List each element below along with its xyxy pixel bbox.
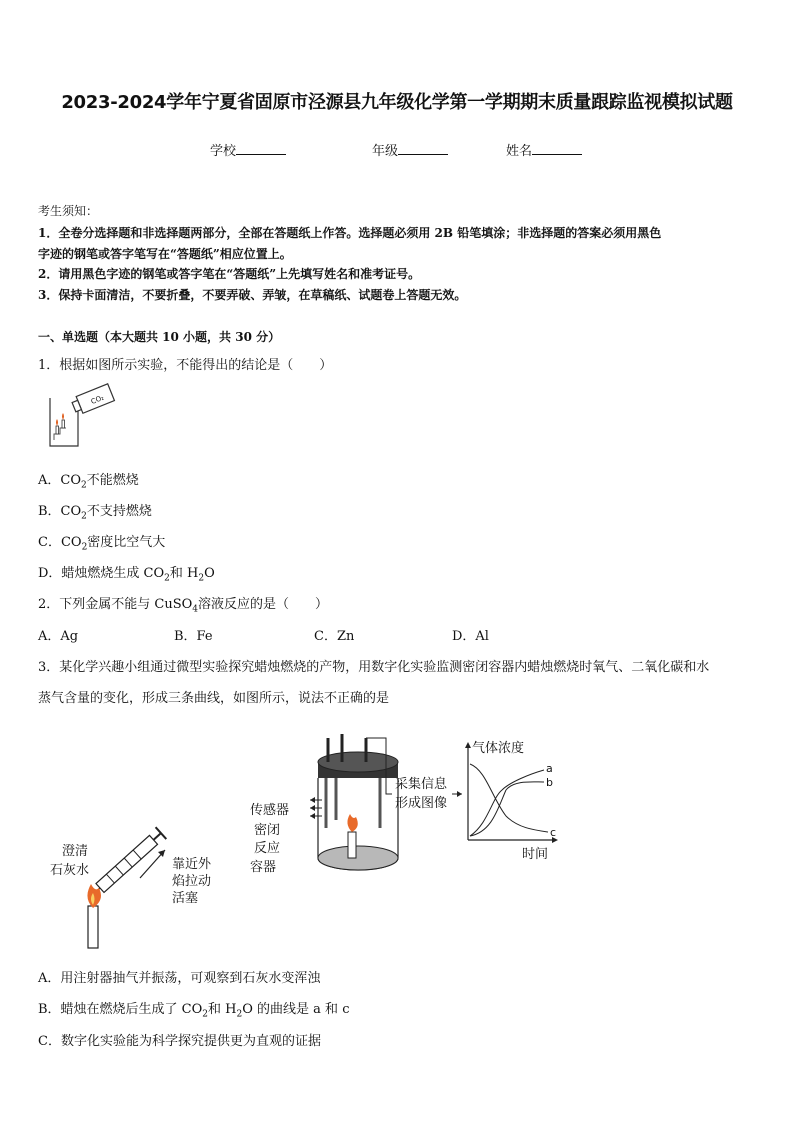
- school-label: 学校: [210, 144, 237, 159]
- option-text: 不支持燃烧: [86, 504, 152, 519]
- question-2-option-c[interactable]: C．Zn: [314, 629, 355, 644]
- option-text: C．CO: [38, 535, 82, 550]
- notice-item-1: 1．全卷分选择题和非选择题两部分，全部在答题纸上作答。选择题必须用 2B 铅笔填涂；非选择题的答案必须用黑色: [38, 226, 662, 240]
- question-1-option-c[interactable]: [38, 531, 165, 553]
- school-field[interactable]: [210, 140, 286, 159]
- candle-icon: [87, 884, 101, 948]
- subscript: 2: [202, 1009, 209, 1020]
- name-field[interactable]: [506, 140, 582, 159]
- notice-item-2: 2．请用黑色字迹的钢笔或答字笔在“答题纸”上先填写姓名和准考证号。: [38, 267, 421, 281]
- piston-label-3: 活塞: [172, 891, 199, 906]
- question-3-option-b[interactable]: [38, 998, 349, 1020]
- option-text: B．蜡烛在燃烧后生成了 CO: [38, 1002, 203, 1017]
- co2-pouring-figure: [44, 378, 124, 452]
- subscript: 2: [81, 511, 87, 522]
- question-1-option-b[interactable]: [38, 500, 152, 522]
- concentration-graph: [465, 740, 558, 862]
- sealed-label-1: 密闭: [254, 823, 281, 838]
- question-3-stem-line-2: 蒸气含量的变化，形成三条曲线，如图所示，说法不正确的是: [38, 691, 390, 706]
- option-text: 和 H: [169, 566, 199, 581]
- option-text: O: [204, 566, 215, 581]
- option-text: A．CO: [38, 473, 81, 488]
- option-text: 密度比空气大: [87, 535, 166, 550]
- question-1-stem: 1．根据如图所示实验，不能得出的结论是（ ）: [38, 358, 333, 373]
- option-text: B．CO: [38, 504, 82, 519]
- piston-label-2: 焰拉动: [172, 874, 212, 889]
- grade-field[interactable]: [372, 140, 448, 159]
- limewater-label-1: 澄清: [62, 844, 89, 859]
- co2-bottle-label: CO₂: [89, 393, 106, 406]
- question-2-option-b[interactable]: B．Fe: [174, 629, 213, 644]
- arrow-right-icon: [452, 791, 462, 797]
- question-2-option-a[interactable]: A．Ag: [38, 629, 79, 644]
- stem-text: 溶液反应的是（ ）: [198, 597, 329, 612]
- subscript: 4: [192, 604, 199, 615]
- curve-a-label: a: [546, 762, 553, 775]
- question-1-option-d[interactable]: [38, 562, 215, 584]
- notice-heading: 考生须知：: [38, 204, 99, 218]
- subscript: 2: [81, 542, 88, 553]
- piston-label-1: 靠近外: [172, 857, 212, 872]
- candle-experiment-figure: [40, 728, 580, 953]
- limewater-label-2: 石灰水: [50, 863, 90, 878]
- curve-b: [470, 782, 544, 836]
- curve-a: [470, 770, 544, 836]
- notice-item-3: 3．保持卡面清洁，不要折叠，不要弄破、弄皱，在草稿纸、试题卷上答题无效。: [38, 288, 467, 302]
- sealed-label-3: 容器: [250, 860, 277, 875]
- stem-text: 2．下列金属不能与 CuSO: [38, 597, 193, 612]
- subscript: 2: [236, 1009, 243, 1020]
- question-2-stem: [38, 593, 328, 615]
- question-3-option-c[interactable]: C．数字化实验能为科学探究提供更为直观的证据: [38, 1034, 321, 1049]
- curve-b-label: b: [546, 776, 553, 789]
- y-axis-label: 气体浓度: [472, 741, 525, 756]
- collect-label-2: 形成图像: [395, 796, 448, 811]
- page-title: 2023-2024学年宁夏省固原市泾源县九年级化学第一学期期末质量跟踪监视模拟试题: [61, 92, 733, 113]
- option-text: O 的曲线是 a 和 c: [242, 1002, 350, 1017]
- option-text: 不能燃烧: [86, 473, 139, 488]
- question-3-option-a[interactable]: A．用注射器抽气并振荡，可观察到石灰水变浑浊: [38, 971, 321, 986]
- grade-label: 年级: [372, 144, 399, 159]
- subscript: 2: [198, 573, 205, 584]
- collect-label-1: 采集信息: [395, 777, 448, 792]
- section-heading: 一、单选题（本大题共 10 小题，共 30 分）: [38, 330, 281, 344]
- question-2-option-d[interactable]: D．Al: [452, 629, 489, 644]
- sensor-label: 传感器: [250, 803, 290, 818]
- curve-c: [470, 764, 548, 832]
- option-text: 和 H: [208, 1002, 237, 1017]
- name-label: 姓名: [506, 144, 533, 159]
- question-3-stem-line-1: 3．某化学兴趣小组通过微型实验探究蜡烛燃烧的产物，用数字化实验监测密闭容器内蜡烛燃烧时氧气、二氧化碳和水: [38, 660, 710, 675]
- subscript: 2: [81, 480, 87, 491]
- question-1-option-a[interactable]: [38, 469, 139, 491]
- sealed-container: [310, 734, 398, 870]
- sealed-label-2: 反应: [254, 841, 281, 856]
- notice-item-1-cont: 字迹的钢笔或答字笔写在“答题纸”相应位置上。: [38, 247, 292, 261]
- option-text: D．蜡烛燃烧生成 CO: [38, 566, 165, 581]
- x-axis-label: 时间: [522, 847, 549, 862]
- curve-c-label: c: [550, 826, 557, 839]
- subscript: 2: [164, 573, 170, 584]
